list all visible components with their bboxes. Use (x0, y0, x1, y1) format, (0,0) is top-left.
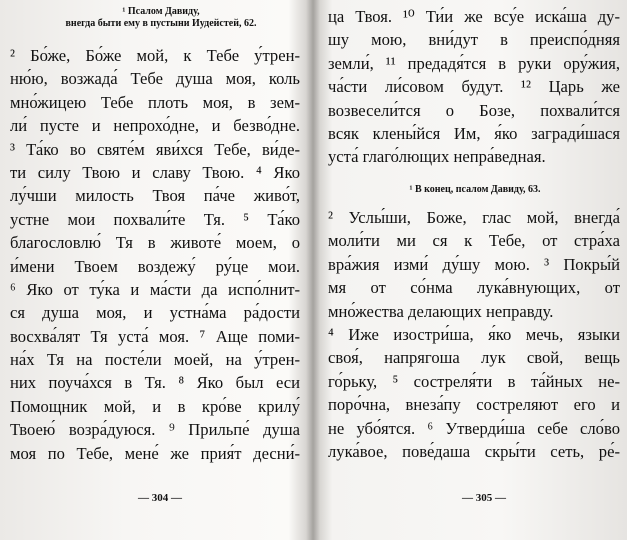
psalm-62-heading-line1: ¹ Псалом Давиду, (122, 6, 200, 17)
text-line: поро́чна, внеза́пу состреляют его и (328, 395, 620, 415)
left-page (0, 0, 310, 540)
text-line: ли́ пусте и непрохо́дне, и безво́дне. (10, 116, 300, 136)
text-line: моя по Тебе, мене́ же прия́т десни́- (10, 443, 300, 463)
psalm-62-heading-line2: внегда быти ему в пустыни Иудейстей, 62. (65, 18, 257, 29)
text-line: го́рьку, ⁵ состреля́ти в та́йных не- (328, 371, 620, 391)
text-line: возвесели́тся о Бозе, похвали́тся (328, 100, 620, 120)
text-line: ти силу Твою и славу Твою. ⁴ Яко (10, 162, 300, 182)
text-line: ча́сти ли́совом будут. ¹² Царь же (328, 77, 620, 97)
text-line: и́мени Твоем воздежу́ ру́це мои. (10, 256, 300, 276)
text-line: ⁶ Яко от ту́ка и ма́сти да испо́лнит- (10, 279, 300, 299)
right-page-top-text (328, 5, 620, 169)
text-line: них поуча́хся в Тя. ⁸ Яко был еси (10, 373, 300, 393)
psalm-63-heading: ¹ В конец, псалом Давиду, 63. (409, 184, 541, 195)
text-line: ⁴ Иже изостри́ша, я́ко мечь, языки (328, 324, 620, 344)
text-line: устне мои похвали́те Тя. ⁵ Та́ко (10, 209, 300, 229)
text-line: вра́жия изми́ ду́шу мою. ³ Покры́й (328, 254, 620, 274)
text-line: ся душа моя, и устна́ма ра́дости (10, 303, 300, 323)
text-line: ню́ю, возжада́ Тебе душа моя, коль (10, 69, 300, 89)
text-line: уста́ глаго́лющих непра́ведная. (328, 147, 546, 167)
text-line: ² Бо́же, Бо́же мой, к Тебе у́трен- (10, 46, 300, 65)
text-line: Помощник мой, и в кро́ве крилу́ (10, 396, 300, 416)
text-line: мя от со́нма лука́внующих, от (328, 278, 620, 298)
text-line: моли́ти ми ся к Тебе, от стра́ха (328, 231, 620, 251)
text-line: Твоею́ возра́дуюся. ⁹ Прильпе́ душа (10, 420, 300, 440)
text-line: благословлю́ Тя в животе́ моем, о (10, 233, 300, 253)
text-line: ³ Та́ко во святе́м яви́хся Тебе, ви́де- (10, 139, 300, 159)
left-page-text (10, 44, 300, 465)
text-line: мно́жества делающих неправду. (328, 301, 554, 321)
text-line: ² Услы́ши, Боже, глас мой, внегда́ (328, 208, 620, 227)
right-page (316, 0, 627, 540)
right-page-bottom-text (328, 206, 620, 463)
text-line: вcяк клены́йся Им, я́ко загради́шася (328, 123, 620, 143)
page-number-304: — 304 — (138, 492, 182, 504)
text-line: своя́, напрягоша лук свой, вещь (328, 348, 620, 368)
text-line: шу мою, вни́дут в преиспо́дняя (328, 30, 620, 50)
text-line: ца Твоя. ¹⁰ Ти́и же всу́е иска́ша ду- (328, 7, 620, 26)
text-line: мно́жицею Тебе плоть моя, в зем- (10, 92, 300, 112)
text-line: лу́чши милость Твоя па́че живо́т, (10, 186, 300, 206)
text-line: на́х Тя на посте́ли моей, на у́трен- (10, 350, 300, 370)
text-line: не убо́ятся. ⁶ Утверди́ша себе сло́во (328, 418, 620, 438)
page-number-305: — 305 — (462, 492, 506, 504)
text-line: земли́, ¹¹ предадя́тся в руки ору́жия, (328, 53, 620, 73)
text-line: восхва́лят Тя уста́ моя. ⁷ Аще поми- (10, 326, 300, 346)
text-line: лука́вое, пове́даша скры́ти сеть, ре́- (328, 441, 620, 461)
psalm-62-heading (46, 6, 276, 30)
